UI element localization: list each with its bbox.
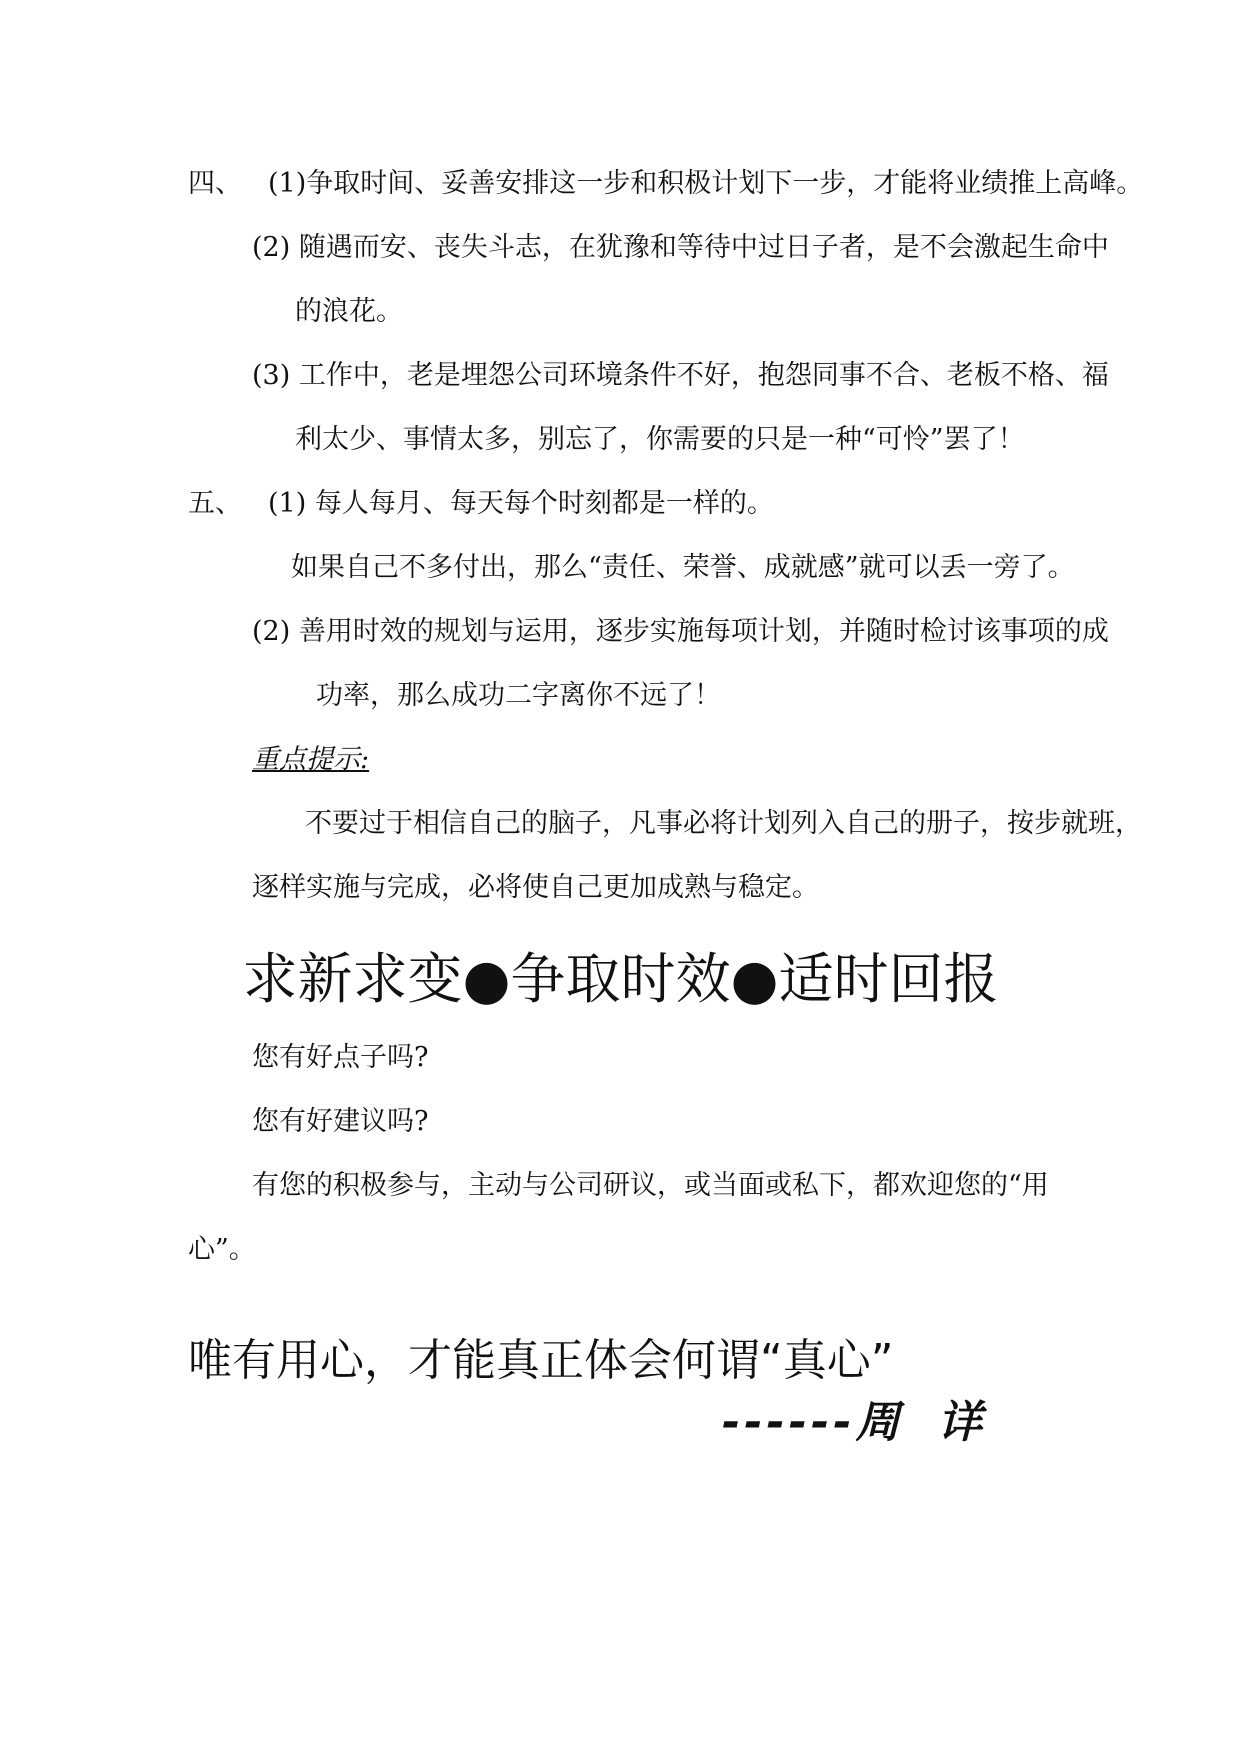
section4-item2-text-line2: 的浪花。 xyxy=(295,296,403,327)
slogan-heading: 求新求变●争取时效●适时回报 xyxy=(242,947,999,1011)
signature-name: 周详 xyxy=(855,1397,1020,1448)
signature-dashes: ------ xyxy=(722,1397,856,1448)
signature xyxy=(722,1395,1020,1451)
question-ideas: 您有好点子吗? xyxy=(252,1042,429,1073)
tip-text-line2: 逐样实施与完成，必将使自己更加成熟与稳定。 xyxy=(252,872,819,903)
section4-item2-text-line1: 随遇而安、丧失斗志，在犹豫和等待中过日子者，是不会激起生命中 xyxy=(298,232,1109,263)
section4-item1-text: 争取时间、妥善安排这一步和积极计划下一步，才能将业绩推上高峰。 xyxy=(306,168,1144,199)
section5-item2-number: (2) xyxy=(252,616,291,647)
section4-item2-number: (2) xyxy=(252,232,291,263)
section5-item1-text-line2: 如果自己不多付出，那么“责任、荣誉、成就感”就可以丢一旁了。 xyxy=(291,552,1075,583)
section4-item2-row xyxy=(252,230,1109,266)
invitation-line1: 有您的积极参与，主动与公司研议，或当面或私下，都欢迎您的“用 xyxy=(252,1170,1049,1201)
section5-item2-row xyxy=(252,614,1109,650)
section5-item1-row xyxy=(188,486,774,522)
invitation-line2: 心”。 xyxy=(188,1234,256,1265)
tip-text-line1: 不要过于相信自己的脑子，凡事必将计划列入自己的册子，按步就班， xyxy=(305,808,1142,839)
tip-label: 重点提示: xyxy=(252,744,370,775)
section5-item1-text-line1: 每人每月、每天每个时刻都是一样的。 xyxy=(314,488,774,519)
question-suggestions: 您有好建议吗? xyxy=(252,1106,429,1137)
section5-marker: 五、 xyxy=(188,488,242,519)
section5-item2-text-line2: 功率，那么成功二字离你不远了！ xyxy=(316,680,721,711)
section4-item3-text-line2: 利太少、事情太多，别忘了，你需要的只是一种“可怜”罢了！ xyxy=(295,424,1025,455)
section5-item2-text-line1: 善用时效的规划与运用，逐步实施每项计划，并随时检讨该事项的成 xyxy=(298,616,1109,647)
section4-marker: 四、 xyxy=(188,168,242,199)
section4-item3-row xyxy=(252,358,1109,394)
section4-item3-number: (3) xyxy=(252,360,291,391)
closing-statement: 唯有用心，才能真正体会何谓“真心” xyxy=(188,1335,894,1386)
section4-item1-row xyxy=(188,166,1143,202)
section5-item1-number: (1) xyxy=(268,488,307,519)
section4-item3-text-line1: 工作中，老是埋怨公司环境条件不好，抱怨同事不合、老板不格、福 xyxy=(298,360,1109,391)
section4-item1-number: (1) xyxy=(268,168,307,199)
